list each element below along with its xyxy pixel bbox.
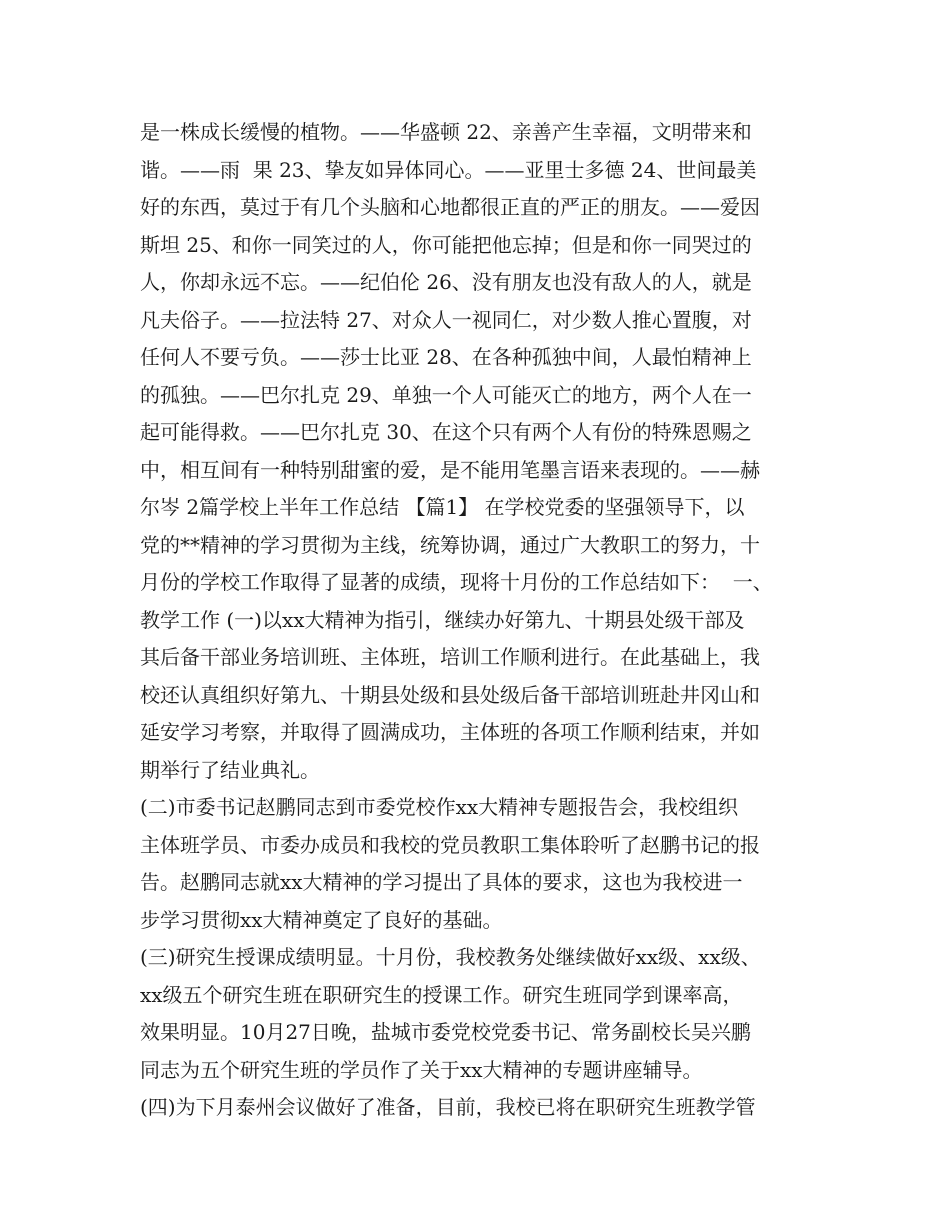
text-line: 其后备干部业务培训班、主体班，培训工作顺利进行。在此基础上，我 (140, 645, 760, 669)
text-line: 任何人不要亏负。——莎士比亚 28、在各种孤独中间，人最怕精神上 (140, 345, 752, 369)
text-line: 斯坦 25、和你一同笑过的人，你可能把他忘掉；但是和你一同哭过的 (140, 232, 752, 257)
text-line: 月份的学校工作取得了显著的成绩，现将十月份的工作总结如下： 一、 (140, 570, 773, 594)
text-line: 凡夫俗子。——拉法特 27、对众人一视同仁，对少数人推心置腹，对 (140, 307, 752, 332)
text-line: 尔岑 2篇学校上半年工作总结 【篇1】 在学校党委的坚强领导下，以 (140, 495, 745, 519)
text-line: 主体班学员、市委办成员和我校的党员教职工集体聆听了赵鹏书记的报 (140, 832, 760, 857)
body-text (140, 114, 830, 1127)
text-line: 中，相互间有一种特别甜蜜的爱，是不能用笔墨言语来表现的。——赫 (140, 457, 760, 482)
text-line: xx级五个研究生班在职研究生的授课工作。研究生班同学到课率高， (140, 982, 743, 1007)
text-line: 延安学习考察，并取得了圆满成功，主体班的各项工作顺利结束，并如 (140, 720, 760, 744)
text-line: 的孤独。——巴尔扎克 29、单独一个人可能灭亡的地方，两个人在一 (140, 382, 752, 407)
text-line: 步学习贯彻xx大精神奠定了良好的基础。 (140, 907, 503, 932)
text-line: (二)市委书记赵鹏同志到市委党校作xx大精神专题报告会，我校组织 (140, 795, 739, 819)
text-line: 告。赵鹏同志就xx大精神的学习提出了具体的要求，这也为我校进一 (140, 870, 743, 894)
text-line: 同志为五个研究生班的学员作了关于xx大精神的专题讲座辅导。 (140, 1057, 703, 1082)
text-line: 谐。——雨 果 23、挚友如异体同心。——亚里士多德 24、世间最美 (140, 157, 757, 182)
text-line: 期举行了结业典礼。 (140, 757, 320, 782)
text-line: 是一株成长缓慢的植物。——华盛顿 22、亲善产生幸福，文明带来和 (140, 120, 752, 144)
text-line: (四)为下月泰州会议做好了准备，目前，我校已将在职研究生班教学管 (140, 1095, 756, 1119)
text-line: 校还认真组织好第九、十期县处级和县处级后备干部培训班赴井冈山和 (140, 682, 760, 707)
text-line: 党的**精神的学习贯彻为主线，统筹协调，通过广大教职工的努力，十 (140, 532, 760, 557)
text-line: (三)研究生授课成绩明显。十月份，我校教务处继续做好xx级、xx级、 (140, 945, 761, 969)
text-line: 起可能得救。——巴尔扎克 30、在这个只有两个人有份的特殊恩赐之 (140, 420, 752, 444)
text-line: 好的东西，莫过于有几个头脑和心地都很正直的严正的朋友。——爱因 (140, 195, 760, 219)
text-line: 人，你却永远不忘。——纪伯伦 26、没有朋友也没有敌人的人，就是 (140, 270, 752, 294)
text-line: 教学工作 (一)以xx大精神为指引，继续办好第九、十期县处级干部及 (140, 607, 745, 632)
text-line: 效果明显。10月27日晚，盐城市委党校党委书记、常务副校长吴兴鹏 (140, 1020, 751, 1044)
